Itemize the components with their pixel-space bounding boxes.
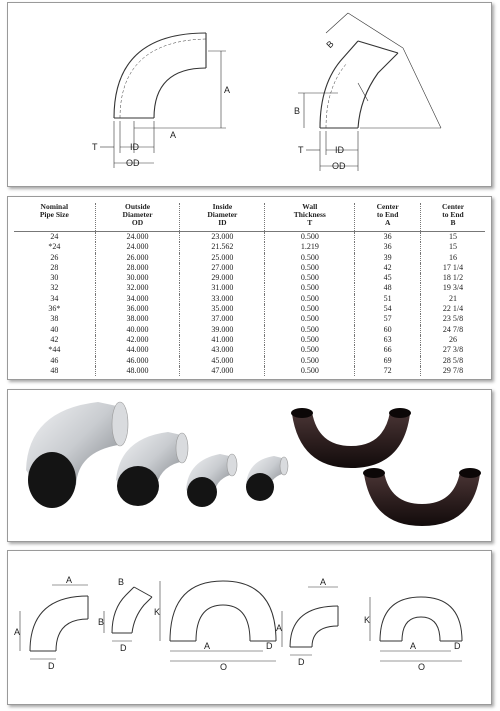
cell-nominal-size: 48 — [50, 365, 59, 375]
small-label-b-1: B — [118, 577, 125, 587]
cell-wall-thickness: 0.500 — [265, 356, 355, 366]
cell-nominal-size: *44 — [48, 345, 61, 355]
cell-center-to-end-b: 17 1/4 — [420, 263, 485, 273]
small-return-lr-drawing — [160, 581, 276, 661]
label-a-vertical: A — [224, 85, 231, 95]
cell-outside-diameter: 28.000 — [95, 263, 180, 273]
table-row — [14, 242, 485, 252]
cell-nominal-size: 26 — [50, 252, 59, 262]
cell-outside-diameter: 32.000 — [95, 283, 180, 293]
table-row — [14, 263, 485, 273]
cell-center-to-end-b: 16 — [420, 253, 485, 263]
cell-center-to-end-b: 24 7/8 — [420, 325, 485, 335]
carbon-return-bend-bottom — [363, 468, 481, 526]
label-a-horizontal: A — [170, 130, 177, 140]
cell-nominal-size: 36* — [48, 304, 61, 314]
elbow-90-drawing — [100, 33, 226, 168]
small-label-o-2: O — [418, 662, 426, 672]
table-row — [14, 232, 485, 243]
cell-center-to-end-a: 36 — [355, 242, 421, 252]
cell-center-to-end-b: 27 3/8 — [420, 345, 485, 355]
cell-inside-diameter: 35.000 — [180, 304, 265, 314]
product-photos — [7, 389, 492, 542]
small-label-d-3: D — [266, 641, 273, 651]
small-label-d-2: D — [120, 643, 127, 653]
stainless-elbow-smallest — [246, 456, 288, 501]
cell-center-to-end-a: 60 — [355, 325, 421, 335]
cell-nominal-size: 40 — [50, 324, 59, 334]
cell-wall-thickness: 0.500 — [265, 304, 355, 314]
cell-center-to-end-b: 18 1/2 — [420, 273, 485, 283]
table-body — [14, 232, 485, 377]
cell-inside-diameter: 29.000 — [180, 273, 265, 283]
cell-inside-diameter: 27.000 — [180, 263, 265, 273]
small-label-a-6: A — [410, 641, 417, 651]
cell-outside-diameter: 42.000 — [95, 335, 180, 345]
cell-center-to-end-a: 36 — [355, 232, 421, 243]
header-center-to-end-a: Center to End A — [355, 203, 421, 232]
cell-wall-thickness: 0.500 — [265, 366, 355, 376]
small-label-k-2: K — [364, 615, 371, 625]
cell-nominal-size: 34 — [50, 293, 59, 303]
cell-nominal-size: *24 — [48, 242, 61, 252]
small-label-o-1: O — [220, 662, 228, 672]
small-elbow-90-sr-drawing — [282, 587, 338, 655]
cell-center-to-end-b: 19 3/4 — [420, 283, 485, 293]
cell-nominal-size: 32 — [50, 283, 59, 293]
header-inside-diameter: Inside Diameter ID — [180, 203, 265, 232]
cell-nominal-size: 38 — [50, 314, 59, 324]
cell-center-to-end-b: 28 5/8 — [420, 356, 485, 366]
small-elbow-90-drawing — [20, 585, 88, 659]
cell-outside-diameter: 24.000 — [95, 242, 180, 252]
table-row — [14, 273, 485, 283]
fitting-dimension-drawings — [7, 550, 492, 705]
cell-outside-diameter: 44.000 — [95, 345, 180, 355]
cell-center-to-end-b: 15 — [420, 232, 485, 243]
cell-center-to-end-a: 39 — [355, 253, 421, 263]
small-label-a-2: A — [14, 627, 21, 637]
table-row — [14, 345, 485, 355]
cell-wall-thickness: 0.500 — [265, 273, 355, 283]
table-header-row — [14, 203, 485, 232]
cell-wall-thickness: 0.500 — [265, 253, 355, 263]
cell-inside-diameter: 23.000 — [180, 232, 265, 243]
small-label-a-5: A — [276, 623, 283, 633]
small-elbow-45-drawing — [104, 587, 152, 641]
cell-center-to-end-a: 57 — [355, 314, 421, 324]
cell-center-to-end-b: 29 7/8 — [420, 366, 485, 376]
cell-center-to-end-a: 45 — [355, 273, 421, 283]
cell-wall-thickness: 0.500 — [265, 325, 355, 335]
cell-inside-diameter: 37.000 — [180, 314, 265, 324]
cell-center-to-end-b: 21 — [420, 294, 485, 304]
cell-outside-diameter: 36.000 — [95, 304, 180, 314]
small-label-a-3: A — [204, 641, 211, 651]
elbow-dimension-drawings — [7, 2, 492, 187]
header-center-to-end-b: Center to End B — [420, 203, 485, 232]
cell-nominal-size: 28 — [50, 262, 59, 272]
small-label-d-5: D — [454, 641, 461, 651]
table-row — [14, 253, 485, 263]
cell-center-to-end-b: 23 5/8 — [420, 314, 485, 324]
specification-table — [14, 203, 485, 376]
cell-outside-diameter: 40.000 — [95, 325, 180, 335]
table-row — [14, 294, 485, 304]
cell-wall-thickness: 0.500 — [265, 335, 355, 345]
cell-outside-diameter: 48.000 — [95, 366, 180, 376]
small-label-d-1: D — [48, 661, 55, 671]
header-outside-diameter: Outside Diameter OD — [95, 203, 180, 232]
cell-center-to-end-a: 48 — [355, 283, 421, 293]
table-row — [14, 283, 485, 293]
cell-outside-diameter: 24.000 — [95, 232, 180, 243]
stainless-elbow-small — [186, 454, 237, 507]
cell-nominal-size: 42 — [50, 334, 59, 344]
stainless-elbow-medium — [116, 432, 188, 506]
cell-inside-diameter: 41.000 — [180, 335, 265, 345]
cell-wall-thickness: 0.500 — [265, 294, 355, 304]
cell-center-to-end-a: 42 — [355, 263, 421, 273]
small-label-d-4: D — [298, 657, 305, 667]
cell-wall-thickness: 0.500 — [265, 283, 355, 293]
table-row — [14, 366, 485, 376]
elbow-45-drawing — [298, 13, 441, 171]
label-od: OD — [126, 158, 140, 168]
header-wall-thickness: Wall Thickness T — [265, 203, 355, 232]
cell-inside-diameter: 39.000 — [180, 325, 265, 335]
cell-center-to-end-b: 15 — [420, 242, 485, 252]
label-t-45: T — [298, 145, 304, 155]
label-t: T — [92, 142, 98, 152]
cell-center-to-end-a: 51 — [355, 294, 421, 304]
label-b-vertical: B — [294, 106, 301, 116]
label-od-45: OD — [332, 161, 346, 171]
cell-center-to-end-a: 54 — [355, 304, 421, 314]
small-label-k-1: K — [154, 607, 161, 617]
header-nominal-pipe-size: Nominal Pipe Size — [14, 203, 95, 232]
cell-wall-thickness: 0.500 — [265, 314, 355, 324]
table-row — [14, 356, 485, 366]
table-row — [14, 314, 485, 324]
cell-center-to-end-a: 63 — [355, 335, 421, 345]
label-b-angled: B — [324, 38, 336, 51]
cell-inside-diameter: 33.000 — [180, 294, 265, 304]
stainless-elbow-large — [26, 402, 128, 508]
table-row — [14, 335, 485, 345]
small-label-a-4: A — [320, 577, 327, 587]
table-row — [14, 325, 485, 335]
cell-wall-thickness: 0.500 — [265, 263, 355, 273]
cell-nominal-size: 24 — [50, 232, 59, 241]
cell-inside-diameter: 21.562 — [180, 242, 265, 252]
specification-table-panel — [7, 196, 492, 380]
cell-outside-diameter: 30.000 — [95, 273, 180, 283]
cell-wall-thickness: 1.219 — [265, 242, 355, 252]
cell-wall-thickness: 0.500 — [265, 345, 355, 355]
cell-inside-diameter: 45.000 — [180, 356, 265, 366]
cell-inside-diameter: 43.000 — [180, 345, 265, 355]
carbon-return-bend-top — [291, 408, 411, 468]
cell-center-to-end-a: 66 — [355, 345, 421, 355]
small-label-a-1: A — [66, 575, 73, 585]
cell-center-to-end-a: 72 — [355, 366, 421, 376]
cell-outside-diameter: 38.000 — [95, 314, 180, 324]
label-id-45: ID — [335, 145, 344, 155]
small-label-b-2: B — [98, 617, 105, 627]
cell-inside-diameter: 25.000 — [180, 253, 265, 263]
cell-wall-thickness: 0.500 — [265, 232, 355, 243]
small-return-sr-drawing — [370, 597, 462, 661]
cell-center-to-end-b: 26 — [420, 335, 485, 345]
cell-nominal-size: 46 — [50, 355, 59, 365]
cell-nominal-size: 30 — [50, 273, 59, 283]
cell-center-to-end-a: 69 — [355, 356, 421, 366]
cell-outside-diameter: 26.000 — [95, 253, 180, 263]
cell-outside-diameter: 46.000 — [95, 356, 180, 366]
table-row — [14, 304, 485, 314]
cell-outside-diameter: 34.000 — [95, 294, 180, 304]
cell-inside-diameter: 31.000 — [180, 283, 265, 293]
cell-center-to-end-b: 22 1/4 — [420, 304, 485, 314]
cell-inside-diameter: 47.000 — [180, 366, 265, 376]
label-id: ID — [130, 142, 139, 152]
